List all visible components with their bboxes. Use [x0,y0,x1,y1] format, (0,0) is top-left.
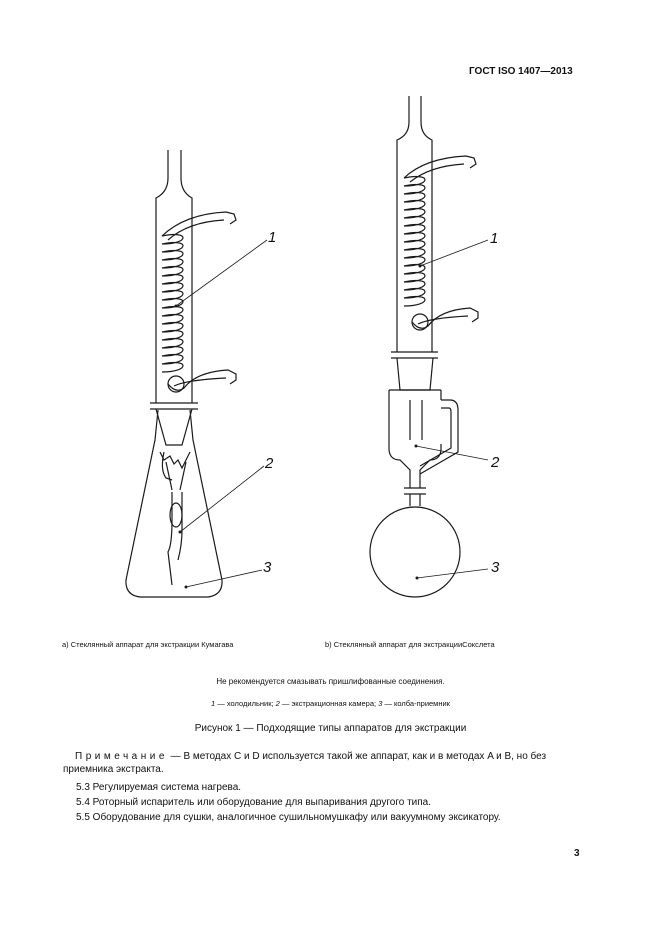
note-paragraph [63,750,583,776]
legend-num-1: 1 [211,699,216,708]
item-5-4: 5.4 Роторный испаритель или оборудование для выпаривания другого типа. [76,797,432,808]
legend-num-3: 3 [378,699,383,708]
note-lead: Примечание [75,751,168,762]
legend-text-1: — холодильник; [215,699,276,708]
soxhlet-coil [404,156,478,330]
kumagawa-apparatus [126,150,236,597]
label-a-1: 1 [268,229,277,246]
leader-lines [176,240,488,587]
label-b-2: 2 [491,454,500,471]
kumagawa-coil [162,212,236,392]
caption-kumagawa: a) Стеклянный аппарат для экстракции Кумагава [62,640,234,649]
item-5-3: 5.3 Регулируемая система нагрева. [76,782,242,793]
note-text: — В методах C и D используется такой же аппарат, как и в методах A и B, но без приемника экстракта. [63,751,547,775]
label-b-1: 1 [490,230,499,247]
not-recommended-note: Не рекомендуется смазывать пришлифованные соединения. [216,677,445,686]
soxhlet-apparatus [370,96,478,597]
standard-header: ГОСТ ISO 1407—2013 [469,66,573,77]
label-a-3: 3 [263,559,272,576]
page-number: 3 [574,848,580,859]
label-a-2: 2 [265,455,274,472]
label-b-3: 3 [491,559,500,576]
legend-text-2: — экстракционная камера; [279,699,379,708]
figure-title: Рисунок 1 — Подходящие типы аппаратов для экстракции [194,723,467,734]
legend-text-3: — колба-приемник [382,699,450,708]
item-5-5: 5.5 Оборудование для сушки, аналогичное сушильномушкафу или вакуумному эксикатору. [76,812,501,823]
leader-dots [175,265,422,589]
caption-soxhlet: b) Стеклянный аппарат для экстракцииСокслета [325,640,495,649]
legend-num-2: 2 [275,699,280,708]
figure-legend [0,699,661,708]
